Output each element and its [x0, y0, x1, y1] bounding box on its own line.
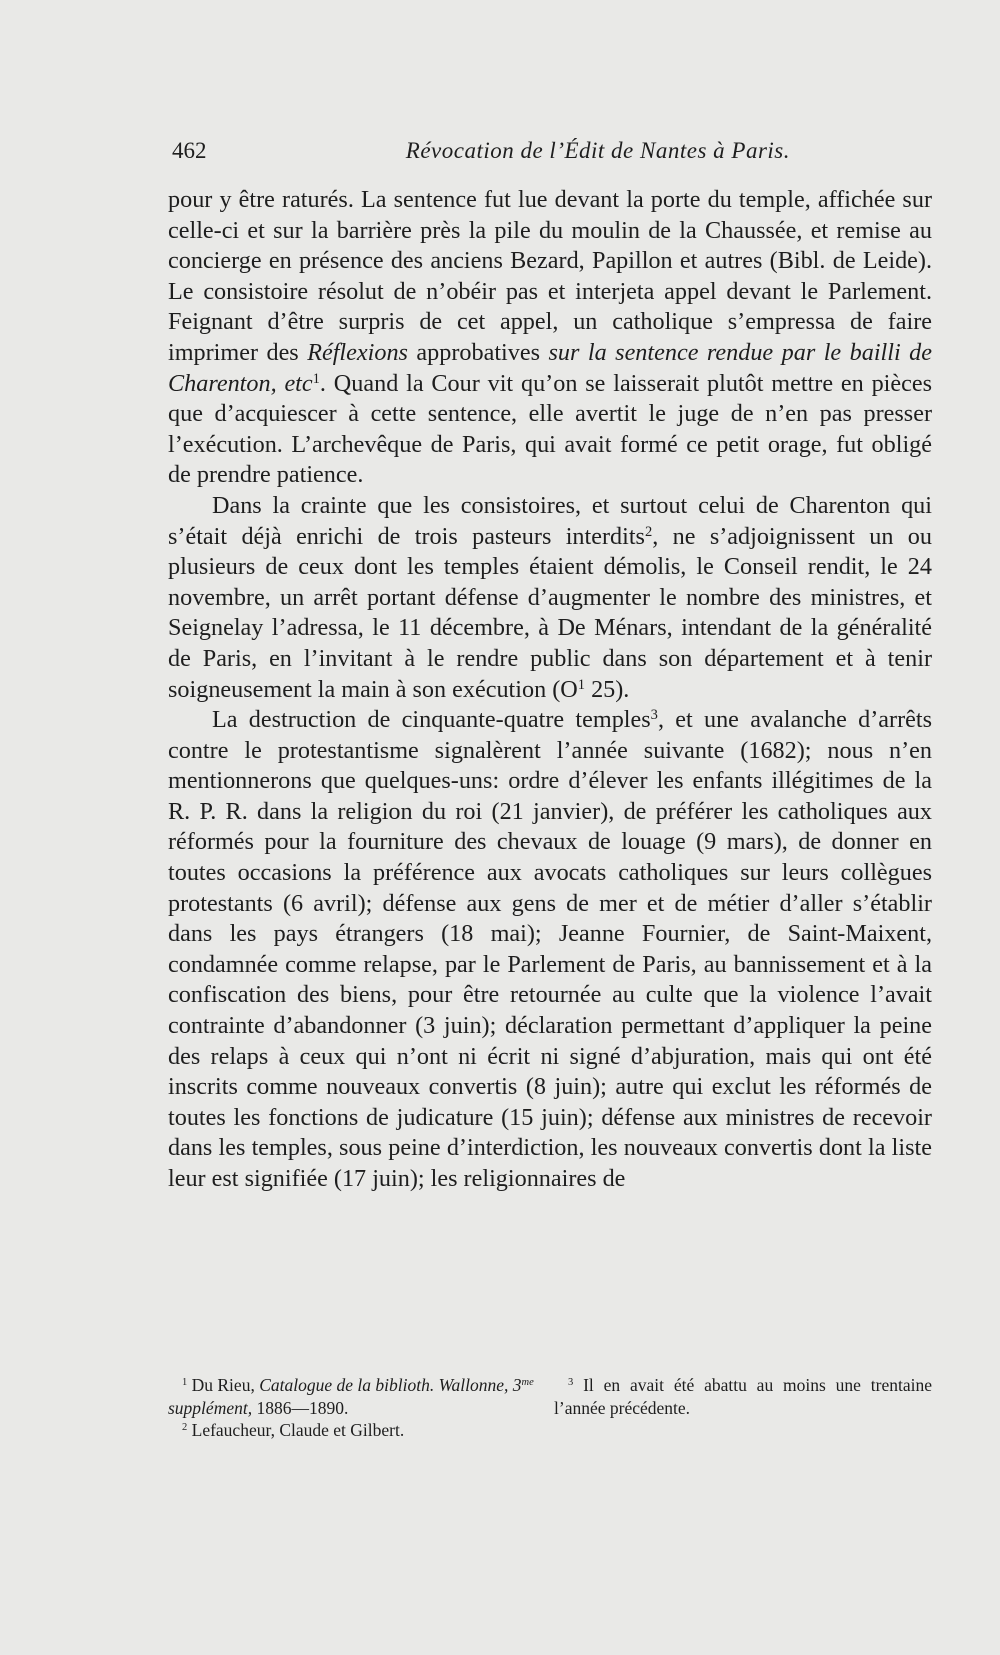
text-run: 1886—1890.	[252, 1397, 349, 1418]
footnotes-left-column	[168, 1374, 548, 1442]
footnote-ref: 1	[312, 370, 320, 387]
footnote-ref: 2	[644, 523, 653, 540]
text-run: Il en avait été abattu au moins une trentaine l’année précédente.	[554, 1375, 932, 1418]
footnote-ref: 3	[650, 707, 658, 724]
footnote-2	[168, 1419, 548, 1442]
text-run: pour y être raturés. La sentence fut lue devant la porte du temple, affichée sur celle-ci et sur la barrière près la pile du moulin de la Chaussée, et remise au concierge en présence des anciens Bezard, Papillon et autres (Bibl. de Leide). Le consistoire résolut de n’obéir pas et interjeta appel devant le Parlement. Feignant d’être surpris de cet appel, un catholique s’empressa de faire imprimer des	[168, 186, 932, 366]
footnotes-right-column	[554, 1374, 932, 1419]
text-run: 25).	[585, 675, 630, 703]
main-text	[168, 185, 932, 1195]
text-run: , ne s’adjoignissent un ou plusieurs de ceux dont les temples étaient démolis, le Conseil rendit, le 24 novembre, un arrêt portant défense d’augmenter le nombre des ministres, et Seignelay l’adressa, le 11 décembre, à De Ménars, intendant de la généralité de Paris, en l’invitant à le rendre public dans son département et à tenir soigneusement la main à son exécution (O	[168, 522, 932, 703]
italic-title: supplément,	[168, 1397, 253, 1418]
italic-title: Catalogue de la biblioth. Wallonne, 3	[259, 1375, 522, 1395]
text-run: Lefaucheur, Claude et Gilbert.	[187, 1420, 405, 1440]
footnote-mark: 1	[182, 1377, 188, 1389]
italic-title: sur la sentence rendue par le bailli de Charenton, etc	[168, 338, 933, 397]
superscript: me	[521, 1377, 534, 1389]
text-run: approbatives	[407, 338, 549, 366]
footnote-mark: 2	[182, 1422, 188, 1434]
page-header	[172, 138, 790, 174]
paragraph-1	[168, 185, 932, 491]
running-title: Révocation de l’Édit de Nantes à Paris.	[405, 138, 790, 163]
footnote-1	[168, 1374, 548, 1419]
footnote-mark: 3	[568, 1377, 574, 1389]
text-run: , et une avalanche d’arrêts contre le protestantisme signalèrent l’année suivante (1682); nous n’en mentionnerons que quelques-uns: ordre d’élever les enfants illégitimes de la R. P. R. dans la religion du roi (21 janvier), de préférer les catholiques aux réformés pour la fourniture des chevaux de louage (9 mars), de donner en toutes occasions la préférence aux avocats catholiques sur leurs collègues protestants (6 avril); défense aux gens de mer et de métier d’aller s’établir dans les pays étrangers (18 mai); Jeanne Fournier, de Saint-Maixent, condamnée comme relapse, par le Parlement de Paris, au bannissement et à la confiscation des biens, pour être retournée au culte que la violence l’avait contrainte d’abandonner (3 juin); déclaration permettant d’appliquer la peine des relaps à ceux qui n’ont ni écrit ni signé d’abjuration, mais qui ont été inscrits comme nouveaux convertis (8 juin); autre qui exclut les réformés de toutes les fonctions de judicature (15 juin); défense aux ministres de recevoir dans les temples, sous peine d’interdiction, les nouveaux convertis dont la liste leur est signifiée (17 juin); les religionnaires de	[168, 706, 933, 1192]
superscript: 1	[577, 676, 586, 693]
text-run: Du Rieu,	[187, 1375, 260, 1395]
text-run: La destruction de cinquante-quatre temples	[212, 706, 651, 734]
italic-title: Réflexions	[307, 338, 408, 366]
paragraph-2	[168, 491, 932, 705]
page-number: 462	[172, 138, 207, 163]
text-run: . Quand la Cour vit qu’on se laisserait plutôt mettre en pièces que d’acquiescer à cette sentence, elle avertit le juge de n’en pas presser l’exécution. L’archevêque de Paris, qui avait formé ce petit orage, fut obligé de prendre patience.	[168, 369, 932, 489]
paragraph-3	[168, 705, 932, 1195]
footnote-3	[554, 1374, 932, 1419]
text-run: Dans la crainte que les consistoires, et surtout celui de Charenton qui s’était déjà enrichi de trois pasteurs interdits	[168, 491, 932, 550]
